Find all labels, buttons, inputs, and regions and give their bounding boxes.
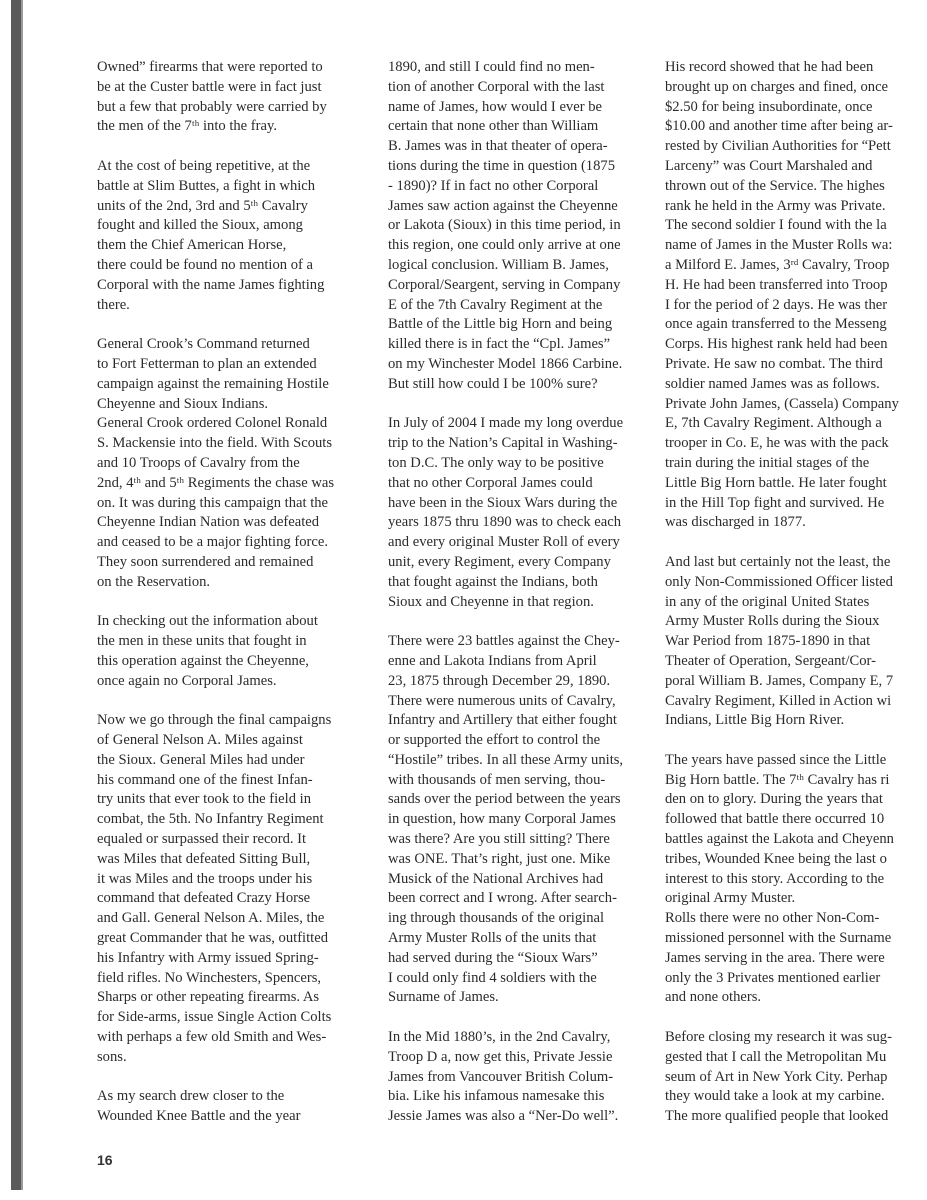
text-line: was Miles that defeated Sitting Bull,: [97, 850, 311, 867]
text-line: his command one of the finest Infan-: [97, 771, 313, 788]
text-line: James serving in the area. There were: [665, 949, 885, 966]
text-line: it was Miles and the troops under his: [97, 870, 313, 887]
text-line: in the Hill Top fight and survived. He: [665, 494, 885, 511]
text-line: Corporal with the name James fighting: [97, 276, 325, 293]
text-line: was ONE. That’s right, just one. Mike: [388, 850, 611, 867]
text-line: once again transferred to the Messeng: [665, 316, 887, 333]
text-line: gested that I call the Metropolitan Mu: [665, 1048, 887, 1065]
text-column-1: [97, 58, 367, 1127]
text-line: with thousands of men serving, thou-: [388, 771, 606, 788]
text-line: In the Mid 1880’s, in the 2nd Cavalry,: [388, 1029, 611, 1046]
text-line: the men in these units that fought in: [97, 633, 307, 650]
paragraph-gap: [388, 395, 650, 415]
text-line: followed that battle there occurred 10: [665, 811, 885, 828]
text-line: for Side-arms, issue Single Action Colts: [97, 1009, 332, 1026]
text-line: unit, every Regiment, every Company: [388, 553, 611, 570]
text-line: this region, one could only arrive at one: [388, 237, 621, 254]
text-line: In checking out the information about: [97, 613, 318, 630]
text-line: missioned personnel with the Surname: [665, 930, 892, 947]
text-line: Corps. His highest rank held had been: [665, 336, 888, 353]
text-line: that no other Corporal James could: [388, 474, 593, 491]
text-line: sons.: [97, 1048, 127, 1065]
text-line: Big Horn battle. The 7ᵗʰ Cavalry has ri: [665, 771, 890, 788]
text-line: units of the 2nd, 3rd and 5ᵗʰ Cavalry: [97, 197, 308, 214]
text-line: trip to the Nation’s Capital in Washing-: [388, 435, 618, 452]
text-line: Sharps or other repeating firearms. As: [97, 989, 320, 1006]
text-line: his Infantry with Army issued Spring-: [97, 949, 319, 966]
text-line: trooper in Co. E, he was with the pack: [665, 435, 889, 452]
text-line: Cheyenne Indian Nation was defeated: [97, 514, 320, 531]
text-line: $2.50 for being insubordinate, once: [665, 98, 873, 115]
text-line: They soon surrendered and remained: [97, 553, 314, 570]
text-line: “Hostile” tribes. In all these Army units,: [388, 751, 624, 768]
text-line: fought and killed the Sioux, among: [97, 217, 303, 234]
text-line: field rifles. No Winchesters, Spencers,: [97, 969, 322, 986]
text-line: with perhaps a few old Smith and Wes-: [97, 1029, 327, 1046]
text-line: was discharged in 1877.: [665, 514, 806, 531]
text-line: Cavalry Regiment, Killed in Action wi: [665, 692, 892, 709]
text-line: The second soldier I found with the la: [665, 217, 887, 234]
text-line: only Non-Commissioned Officer listed: [665, 573, 893, 590]
text-line: soldier named James was as follows.: [665, 375, 880, 392]
text-line: on the Reservation.: [97, 573, 211, 590]
text-line: Little Big Horn battle. He later fought: [665, 474, 887, 491]
text-line: and Gall. General Nelson A. Miles, the: [97, 910, 325, 927]
text-line: the men of the 7ᵗʰ into the fray.: [97, 118, 277, 135]
text-column-2: [388, 58, 650, 1127]
text-line: command that defeated Crazy Horse: [97, 890, 311, 907]
text-line: name of James in the Muster Rolls wa:: [665, 237, 893, 254]
text-line: den on to glory. During the years that: [665, 791, 883, 808]
text-line: 2nd, 4ᵗʰ and 5ᵗʰ Regiments the chase was: [97, 474, 335, 491]
text-line: E, 7th Cavalry Regiment. Although a: [665, 415, 882, 432]
scan-binding-edge: [11, 0, 21, 1190]
text-line: Owned” firearms that were reported to: [97, 59, 323, 75]
text-line: B. James was in that theater of opera-: [388, 138, 608, 155]
text-line: Rolls there were no other Non-Com-: [665, 910, 880, 927]
text-line: of General Nelson A. Miles against: [97, 732, 303, 749]
text-line: they would take a look at my carbine.: [665, 1088, 885, 1105]
text-line: have been in the Sioux Wars during the: [388, 494, 618, 511]
text-line: be at the Custer battle were in fact just: [97, 78, 322, 95]
paragraph-gap: [665, 1008, 927, 1028]
text-line: Theater of Operation, Sergeant/Cor-: [665, 652, 876, 669]
text-line: James from Vancouver British Colum-: [388, 1068, 614, 1085]
text-line: or Lakota (Sioux) in this time period, in: [388, 217, 621, 234]
text-line: Wounded Knee Battle and the year: [97, 1108, 301, 1125]
text-line: name of James, how would I ever be: [388, 98, 602, 115]
text-line: 1890, and still I could find no men-: [388, 59, 595, 75]
text-line: train during the initial stages of the: [665, 454, 870, 471]
text-line: on my Winchester Model 1866 Carbine.: [388, 355, 623, 372]
text-line: rank he held in the Army was Private.: [665, 197, 886, 214]
text-line: 23, 1875 through December 29, 1890.: [388, 672, 611, 689]
text-line: tions during the time in question (1875: [388, 157, 615, 174]
text-line: them the Chief American Horse,: [97, 237, 287, 254]
paragraph-gap: [388, 1008, 650, 1028]
text-line: try units that ever took to the field in: [97, 791, 311, 808]
text-line: been correct and I wrong. After search-: [388, 890, 617, 907]
paragraph-gap: [665, 731, 927, 751]
text-line: but a few that probably were carried by: [97, 98, 327, 115]
text-line: great Commander that he was, outfitted: [97, 930, 328, 947]
text-line: S. Mackensie into the field. With Scouts: [97, 435, 333, 452]
text-line: $10.00 and another time after being ar-: [665, 118, 893, 135]
text-line: Army Muster Rolls of the units that: [388, 930, 597, 947]
paragraph-gap: [665, 533, 927, 553]
text-line: Army Muster Rolls during the Sioux: [665, 613, 880, 630]
text-line: As my search drew closer to the: [97, 1088, 285, 1105]
text-line: rested by Civilian Authorities for “Pett: [665, 138, 891, 155]
text-line: equaled or surpassed their record. It: [97, 831, 307, 848]
text-line: ing through thousands of the original: [388, 910, 605, 927]
text-line: tion of another Corporal with the last: [388, 78, 605, 95]
text-line: in question, how many Corporal James: [388, 811, 616, 828]
text-line: Larceny” was Court Marshaled and: [665, 157, 873, 174]
text-column-3: [665, 58, 927, 1127]
text-line: Jessie James was also a “Ner-Do well”.: [388, 1108, 619, 1125]
text-line: battles against the Lakota and Cheyenn: [665, 831, 894, 848]
text-line: Before closing my research it was sug-: [665, 1029, 892, 1046]
text-line: was there? Are you still sitting? There: [388, 831, 610, 848]
text-line: - 1890)? If in fact no other Corporal: [388, 177, 599, 194]
text-line: the Sioux. General Miles had under: [97, 751, 305, 768]
text-line: interest to this story. According to the: [665, 870, 885, 887]
text-line: In July of 2004 I made my long overdue: [388, 415, 624, 432]
text-line: Battle of the Little big Horn and being: [388, 316, 613, 333]
paragraph-gap: [97, 692, 367, 712]
text-line: or supported the effort to control the: [388, 732, 601, 749]
text-line: original Army Muster.: [665, 890, 796, 907]
text-line: certain that none other than William: [388, 118, 599, 135]
text-line: But still how could I be 100% sure?: [388, 375, 598, 392]
text-line: There were numerous units of Cavalry,: [388, 692, 616, 709]
text-line: E of the 7th Cavalry Regiment at the: [388, 296, 603, 313]
text-line: Corporal/Seargent, serving in Company: [388, 276, 621, 293]
text-line: combat, the 5th. No Infantry Regiment: [97, 811, 324, 828]
paragraph-gap: [97, 1068, 367, 1088]
text-line: There were 23 battles against the Chey-: [388, 633, 620, 650]
text-line: Infantry and Artillery that either fought: [388, 712, 617, 729]
text-line: And last but certainly not the least, the: [665, 553, 891, 570]
text-line: Troop D a, now get this, Private Jessie: [388, 1048, 613, 1065]
text-line: once again no Corporal James.: [97, 672, 277, 689]
text-line: logical conclusion. William B. James,: [388, 256, 609, 273]
text-line: Private John James, (Cassela) Company: [665, 395, 899, 412]
text-line: to Fort Fetterman to plan an extended: [97, 355, 317, 372]
text-line: there.: [97, 296, 130, 313]
text-line: brought up on charges and fined, once: [665, 78, 889, 95]
text-line: there could be found no mention of a: [97, 256, 314, 273]
text-line: on. It was during this campaign that the: [97, 494, 329, 511]
paragraph-gap: [97, 593, 367, 613]
text-line: James saw action against the Cheyenne: [388, 197, 618, 214]
text-line: General Crook’s Command returned: [97, 336, 310, 353]
paragraph-gap: [388, 612, 650, 632]
text-line: and 10 Troops of Cavalry from the: [97, 454, 300, 471]
text-line: War Period from 1875-1890 in that: [665, 633, 871, 650]
text-line: I could only find 4 soldiers with the: [388, 969, 597, 986]
text-line: Indians, Little Big Horn River.: [665, 712, 845, 729]
text-line: thrown out of the Service. The highes: [665, 177, 885, 194]
text-line: and every original Muster Roll of every: [388, 534, 620, 551]
text-line: General Crook ordered Colonel Ronald: [97, 415, 328, 432]
text-line: a Milford E. James, 3ʳᵈ Cavalry, Troop: [665, 256, 890, 273]
text-line: years 1875 thru 1890 was to check each: [388, 514, 622, 531]
text-line: The years have passed since the Little: [665, 751, 887, 768]
scan-binding-shadow: [21, 0, 23, 1190]
page-number: 16: [97, 1152, 113, 1168]
text-line: enne and Lakota Indians from April: [388, 652, 597, 669]
text-line: in any of the original United States: [665, 593, 870, 610]
text-line: that fought against the Indians, both: [388, 573, 598, 590]
text-line: The more qualified people that looked: [665, 1108, 889, 1125]
text-line: campaign against the remaining Hostile: [97, 375, 329, 392]
text-line: and none others.: [665, 989, 762, 1006]
text-line: had served during the “Sioux Wars”: [388, 949, 598, 966]
text-line: sands over the period between the years: [388, 791, 621, 808]
text-line: tribes, Wounded Knee being the last o: [665, 850, 887, 867]
text-line: poral William B. James, Company E, 7: [665, 672, 894, 689]
text-line: At the cost of being repetitive, at the: [97, 157, 311, 174]
text-line: Surname of James.: [388, 989, 499, 1006]
text-line: His record showed that he had been: [665, 59, 874, 75]
text-line: Private. He saw no combat. The third: [665, 355, 883, 372]
text-line: seum of Art in New York City. Perhap: [665, 1068, 888, 1085]
text-line: ton D.C. The only way to be positive: [388, 454, 604, 471]
text-line: Musick of the National Archives had: [388, 870, 604, 887]
text-line: killed there is in fact the “Cpl. James”: [388, 336, 611, 353]
text-line: battle at Slim Buttes, a fight in which: [97, 177, 316, 194]
text-line: only the 3 Privates mentioned earlier: [665, 969, 881, 986]
text-line: bia. Like his infamous namesake this: [388, 1088, 605, 1105]
text-line: and ceased to be a major fighting force.: [97, 534, 328, 551]
text-line: H. He had been transferred into Troop: [665, 276, 888, 293]
paragraph-gap: [97, 315, 367, 335]
text-line: Cheyenne and Sioux Indians.: [97, 395, 269, 412]
text-line: Sioux and Cheyenne in that region.: [388, 593, 594, 610]
text-line: this operation against the Cheyenne,: [97, 652, 309, 669]
text-line: I for the period of 2 days. He was ther: [665, 296, 888, 313]
paragraph-gap: [97, 137, 367, 157]
text-line: Now we go through the final campaigns: [97, 712, 332, 729]
